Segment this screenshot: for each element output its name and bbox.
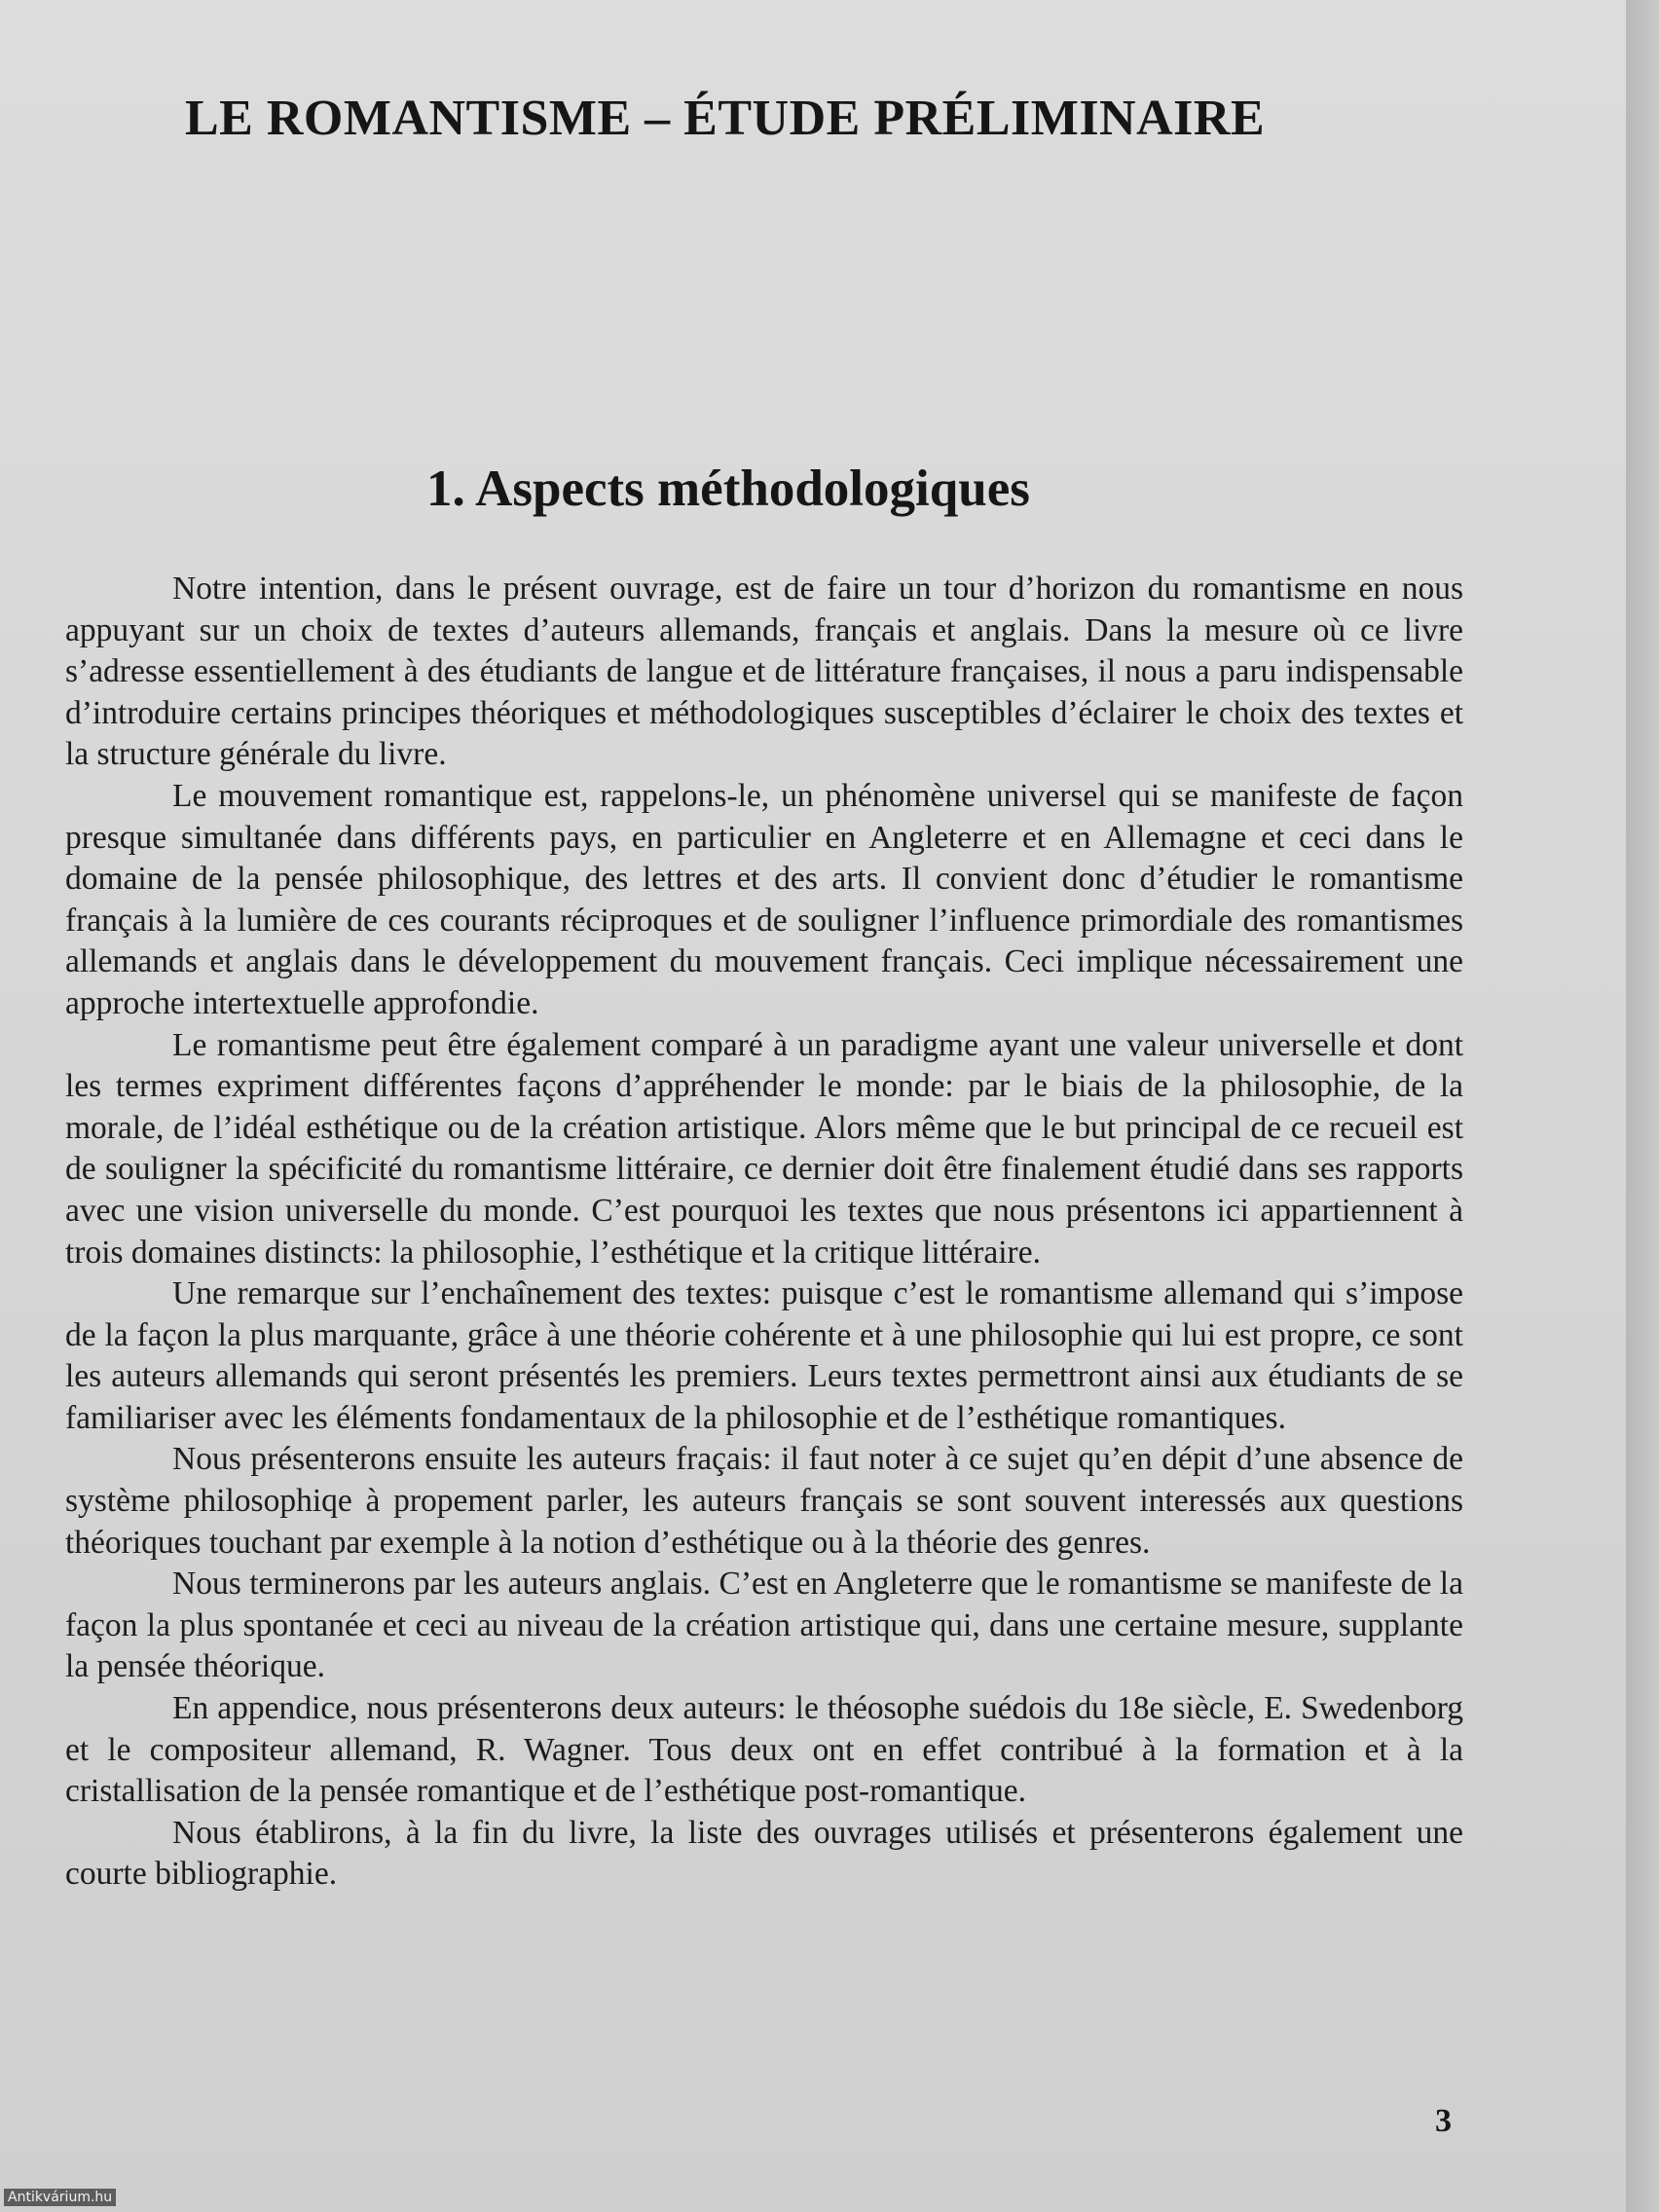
- paragraph: En appendice, nous présenterons deux auteurs: le théosophe suédois du 18e siècle, E. Swedenborg et le compositeur allemand, R. Wagner. Tous deux ont en effet contribué à la formation et à la cristallisation de la pensée romantique et de l’esthétique post-romantique.: [65, 1690, 1463, 1810]
- page-number: 3: [1435, 2103, 1452, 2139]
- page-title: LE ROMANTISME – ÉTUDE PRÉLIMINAIRE: [185, 91, 1266, 146]
- paragraph: Nous terminerons par les auteurs anglais. C’est en Angleterre que le romantisme se manifeste de la façon la plus spontanée et ceci au niveau de la création artistique qui, dans une certaine mesure, supplante la pensée théorique.: [65, 1566, 1463, 1685]
- paragraph: Nous présenterons ensuite les auteurs fraçais: il faut noter à ce sujet qu’en dépit d’une absence de système philosophiqe à propement parler, les auteurs français se sont souvent interessés aux questions théoriques touchant par exemple à la notion d’esthétique ou à la théorie des genres.: [65, 1441, 1463, 1561]
- paragraph: Une remarque sur l’enchaînement des textes: puisque c’est le romantisme allemand qui s’impose de la façon la plus marquante, grâce à une théorie cohérente et à une philosophie qui lui est propre, ce sont les auteurs allemands qui seront présentés les premiers. Leurs textes permettront ainsi aux étudiants de se familiariser avec les éléments fondamentaux de la philosophie et de l’esthétique romantiques.: [65, 1275, 1463, 1436]
- section-heading: 1. Aspects méthodologiques: [426, 461, 1030, 517]
- body-text: [65, 569, 1463, 1896]
- paragraph: Le romantisme peut être également comparé à un paradigme ayant une valeur universelle et dont les termes expriment différentes façons d’appréhender le monde: par le biais de la philosophie, de la morale, de l’idéal esthétique ou de la création artistique. Alors même que le but principal de ce recueil est de souligner la spécificité du romantisme littéraire, ce dernier doit être finalement étudié dans ses rapports avec une vision universelle du monde. C’est pourquoi les textes que nous présentons ici appartiennent à trois domaines distincts: la philosophie, l’esthétique et la critique littéraire.: [65, 1026, 1463, 1271]
- paragraph: Notre intention, dans le présent ouvrage, est de faire un tour d’horizon du romantisme en nous appuyant sur un choix de textes d’auteurs allemands, français et anglais. Dans la mesure où ce livre s’adresse essentiellement à des étudiants de langue et de littérature françaises, il nous a paru indispensable d’introduire certains principes théoriques et méthodologiques susceptibles d’éclairer le choix des textes et la structure générale du livre.: [65, 571, 1463, 773]
- watermark: Antikvárium.hu: [4, 2189, 116, 2206]
- paragraph: Le mouvement romantique est, rappelons-le, un phénomène universel qui se manifeste de façon presque simultanée dans différents pays, en particulier en Angleterre et en Allemagne et ceci dans le domaine de la pensée philosophique, des lettres et des arts. Il convient donc d’étudier le romantisme français à la lumière de ces courants réciproques et de souligner l’influence primordiale des romantismes allemands et anglais dans le développement du mouvement français. Ceci implique nécessairement une approche intertextuelle approfondie.: [65, 777, 1463, 1021]
- paragraph: Nous établirons, à la fin du livre, la liste des ouvrages utilisés et présenterons également une courte bibliographie.: [65, 1814, 1463, 1893]
- page-edge: [1626, 0, 1659, 2212]
